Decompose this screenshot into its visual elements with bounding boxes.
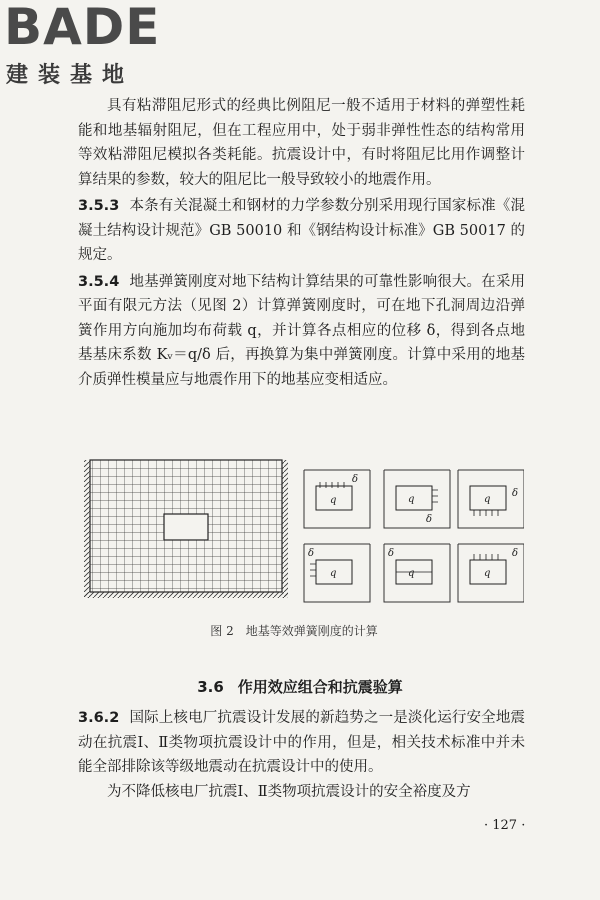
load-case-6 [458, 544, 524, 602]
figure-caption [0, 622, 600, 639]
clause-number: 3.5.3 [78, 198, 120, 214]
text-block-bottom [78, 706, 525, 804]
clause-3-5-3 [78, 194, 525, 268]
clause-text: 国际上核电厂抗震设计发展的新趋势之一是淡化运行安全地震动在抗震Ⅰ、Ⅱ类物项抗震设计中的作用，但是，相关技术标准中并未能全部排除该等级地震动在抗震设计中的使用。 [78, 710, 525, 775]
clause-3-5-4 [78, 270, 525, 393]
clause-text: 本条有关混凝土和钢材的力学参数分别采用现行国家标准《混凝土结构设计规范》GB 50010 和《钢结构设计标准》GB 50017 的规定。 [78, 198, 525, 263]
load-symbol: q [330, 495, 337, 506]
load-case-5 [384, 544, 450, 602]
disp-symbol: δ [352, 474, 359, 485]
logo-subtitle: 建装基地 [6, 63, 135, 88]
clause-3-6-2 [78, 706, 525, 780]
load-symbol: q [408, 568, 415, 579]
load-case-2 [384, 470, 450, 528]
disp-symbol: δ [512, 488, 519, 499]
section-heading [0, 676, 600, 697]
disp-symbol: δ [388, 548, 395, 559]
load-case-4 [304, 544, 370, 602]
section-title: 作用效应组合和抗震验算 [237, 678, 403, 696]
figure-caption-text: 地基等效弹簧刚度的计算 [245, 624, 378, 638]
section-number: 3.6 [197, 678, 224, 696]
load-case-panels [304, 470, 524, 602]
paragraph-damping: 具有粘滞阻尼形式的经典比例阻尼一般不适用于材料的弹塑性耗能和地基辐射阻尼，但在工程应用中，处于弱非弹性性态的结构常用等效粘滞阻尼模拟各类耗能。抗震设计中，有时将阻尼比用作调整计算结果的参数，较大的阻尼比一般导致较小的地震作用。 [78, 98, 525, 188]
page-number: · 127 · [484, 818, 526, 833]
load-symbol: q [484, 494, 491, 505]
disp-symbol: δ [512, 548, 519, 559]
load-symbol: q [484, 568, 491, 579]
disp-symbol: δ [426, 514, 433, 525]
load-symbol: q [330, 568, 337, 579]
load-symbol: q [408, 494, 415, 505]
disp-symbol: δ [308, 548, 315, 559]
load-case-1 [304, 470, 370, 528]
clause-number: 3.6.2 [78, 710, 120, 726]
load-case-3 [458, 470, 524, 528]
text-block-top [78, 94, 525, 392]
paragraph-continued: 为不降低核电厂抗震Ⅰ、Ⅱ类物项抗震设计的安全裕度及方 [107, 783, 471, 800]
figure-2-diagram [84, 452, 524, 622]
fe-mesh [84, 460, 288, 598]
clause-number: 3.5.4 [78, 273, 120, 290]
clause-text: 地基弹簧刚度对地下结构计算结果的可靠性影响很大。在采用平面有限元方法（见图 2）计算弹簧刚度时，可在地下孔洞周边沿弹簧作用方向施加均布荷载 q，并计算各点相应的位移 δ，得到各点地基基床系数 Kᵥ＝q/δ 后，再换算为集中弹簧刚度。计算中采用的地基介质弹性模量应与地震作用下的地基应变相适应。 [78, 273, 525, 388]
logo-brand: BADE [4, 0, 161, 56]
figure-label: 图 2 [210, 624, 234, 638]
